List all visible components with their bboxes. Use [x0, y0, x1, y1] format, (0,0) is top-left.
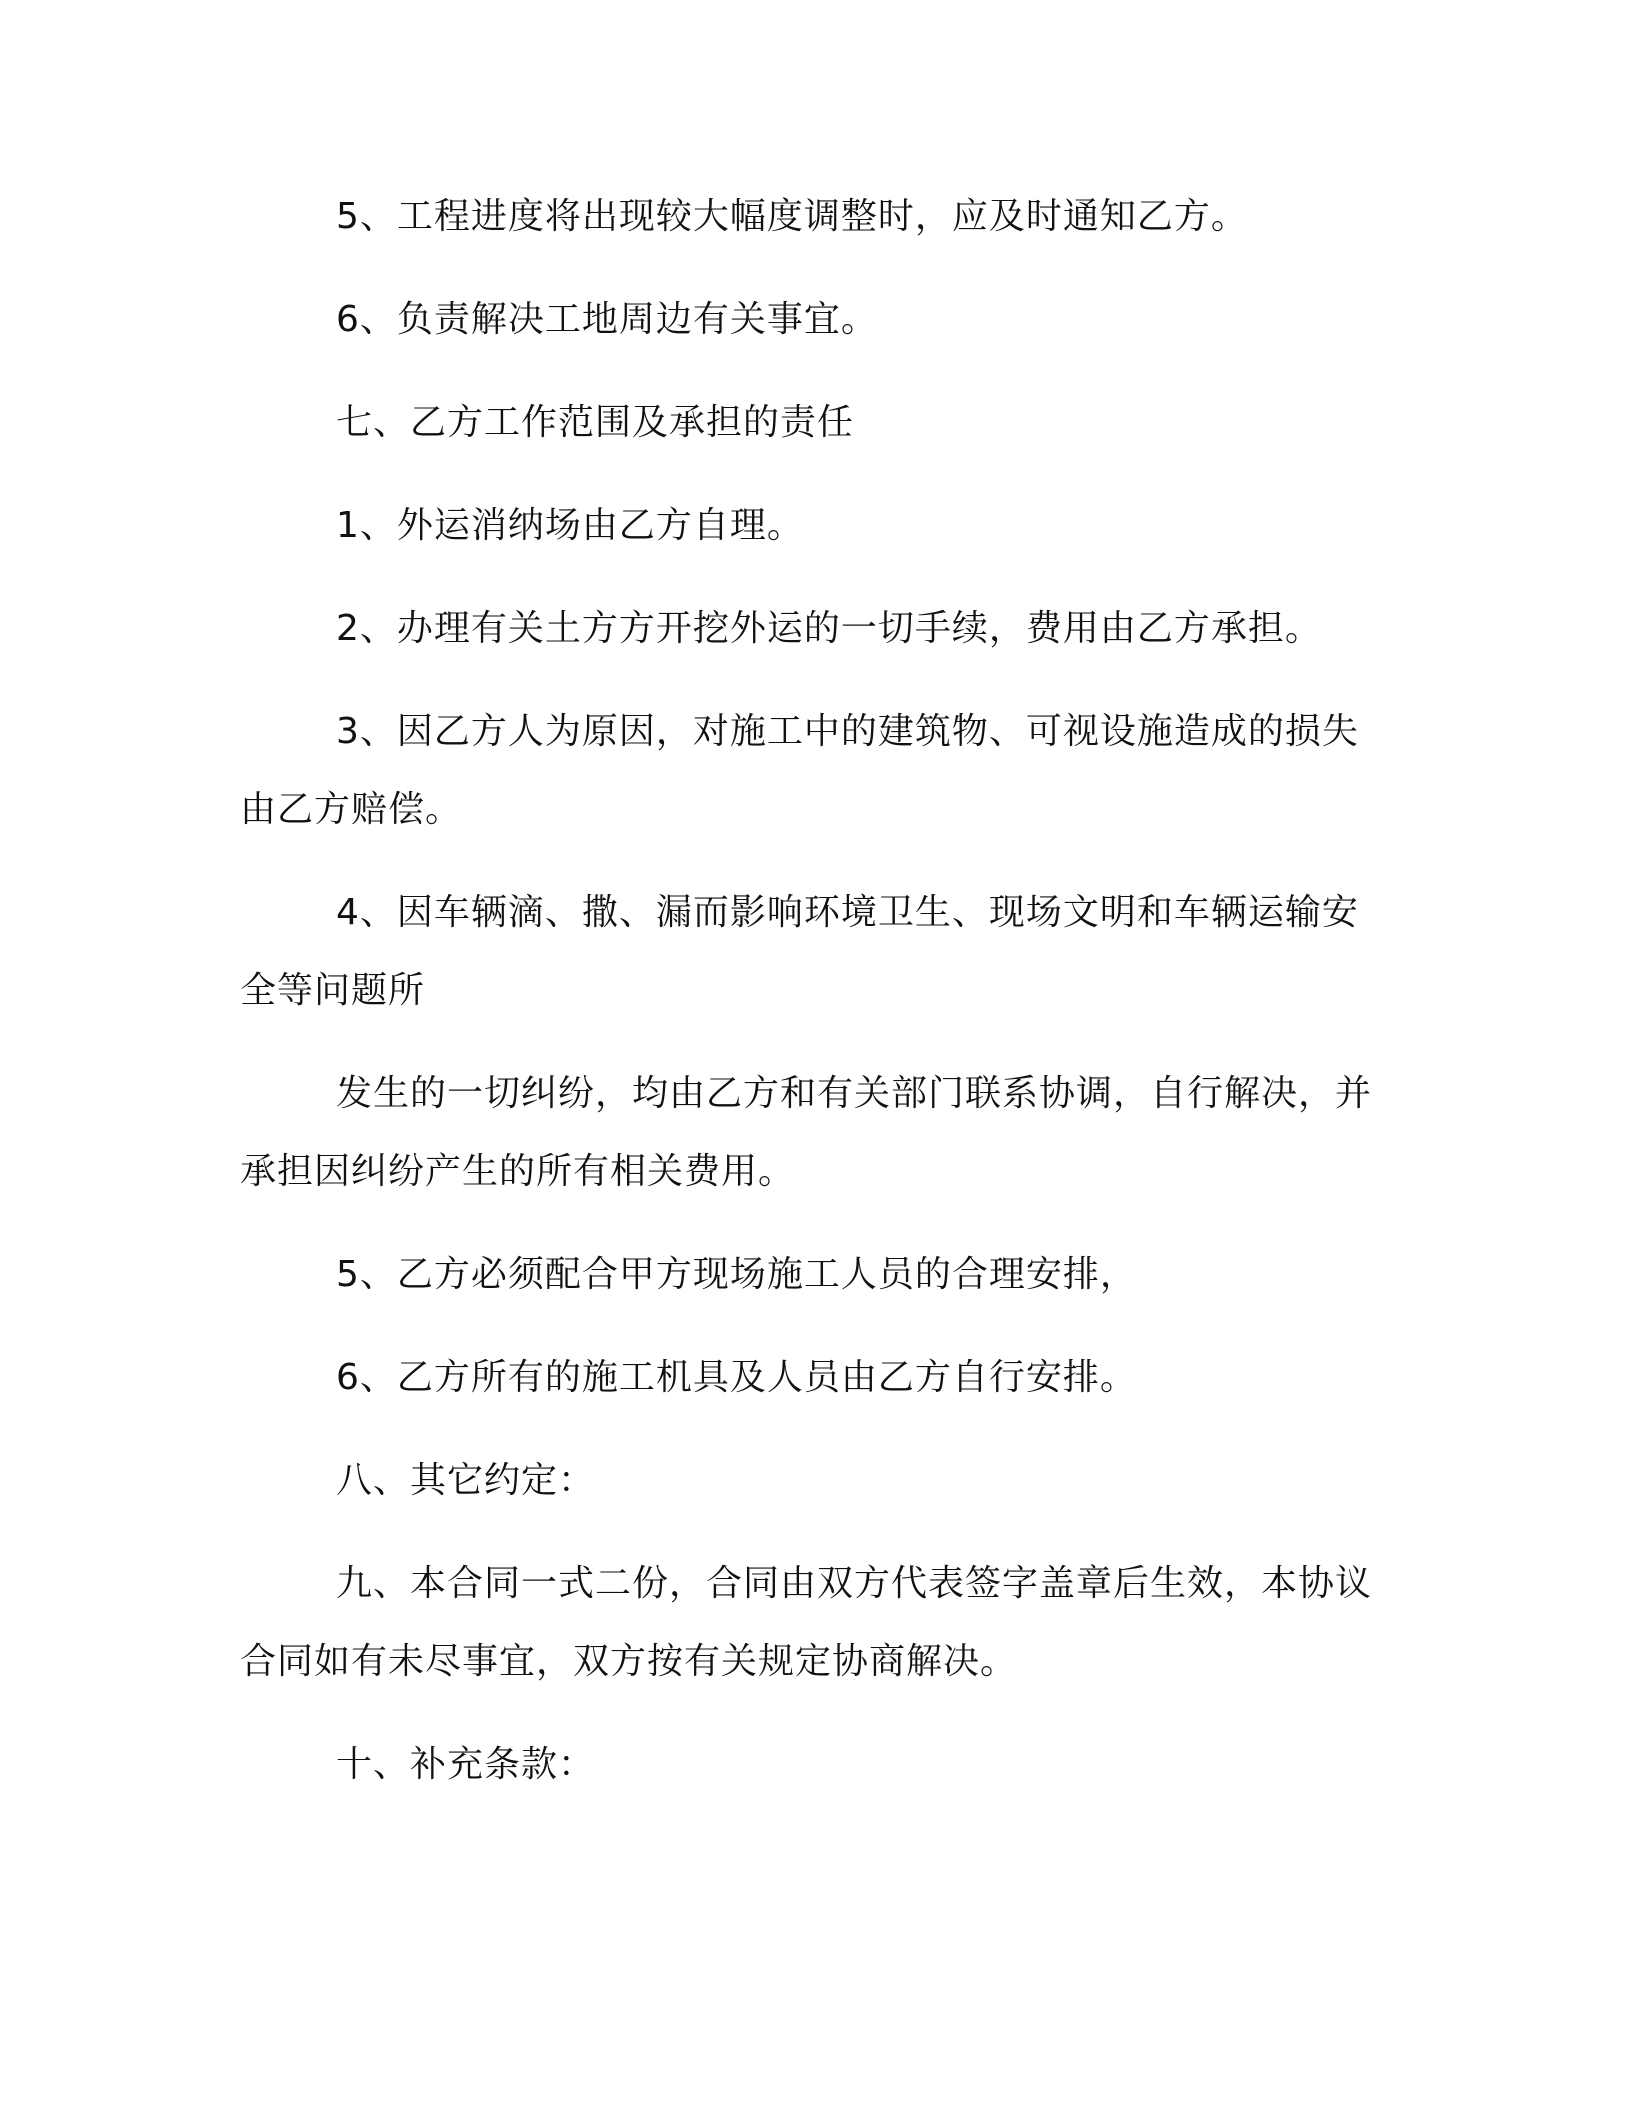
clause-b4-continued-line-1: 发生的一切纠纷，均由乙方和有关部门联系协调，自行解决，并	[336, 1073, 1373, 1114]
clause-a6-line: 6、负责解决工地周边有关事宜。	[336, 299, 878, 340]
section-10-heading: 十、补充条款：	[336, 1744, 596, 1785]
clause-b4-line-1: 4、因车辆滴、撒、漏而影响环境卫生、现场文明和车辆运输安	[336, 892, 1359, 933]
clause-b6-line: 6、乙方所有的施工机具及人员由乙方自行安排。	[336, 1357, 1137, 1398]
section-8-heading: 八、其它约定：	[336, 1460, 596, 1501]
clause-b3-line-1: 3、因乙方人为原因，对施工中的建筑物、可视设施造成的损失	[336, 711, 1359, 752]
section-9-line-1: 九、本合同一式二份，合同由双方代表签字盖章后生效，本协议	[336, 1563, 1373, 1604]
clause-b4-line-2: 全等问题所	[240, 970, 426, 1011]
clause-b3-line-2: 由乙方赔偿。	[240, 789, 463, 830]
clause-b4-continued-line-2: 承担因纠纷产生的所有相关费用。	[240, 1151, 796, 1192]
section-7-heading: 七、乙方工作范围及承担的责任	[336, 402, 855, 443]
section-9-line-2: 合同如有未尽事宜，双方按有关规定协商解决。	[240, 1641, 1018, 1682]
clause-b5-line: 5、乙方必须配合甲方现场施工人员的合理安排，	[336, 1254, 1137, 1295]
clause-b1-line: 1、外运消纳场由乙方自理。	[336, 505, 804, 546]
clause-a5-line: 5、工程进度将出现较大幅度调整时，应及时通知乙方。	[336, 196, 1248, 237]
clause-b2-line: 2、办理有关土方方开挖外运的一切手续，费用由乙方承担。	[336, 608, 1322, 649]
